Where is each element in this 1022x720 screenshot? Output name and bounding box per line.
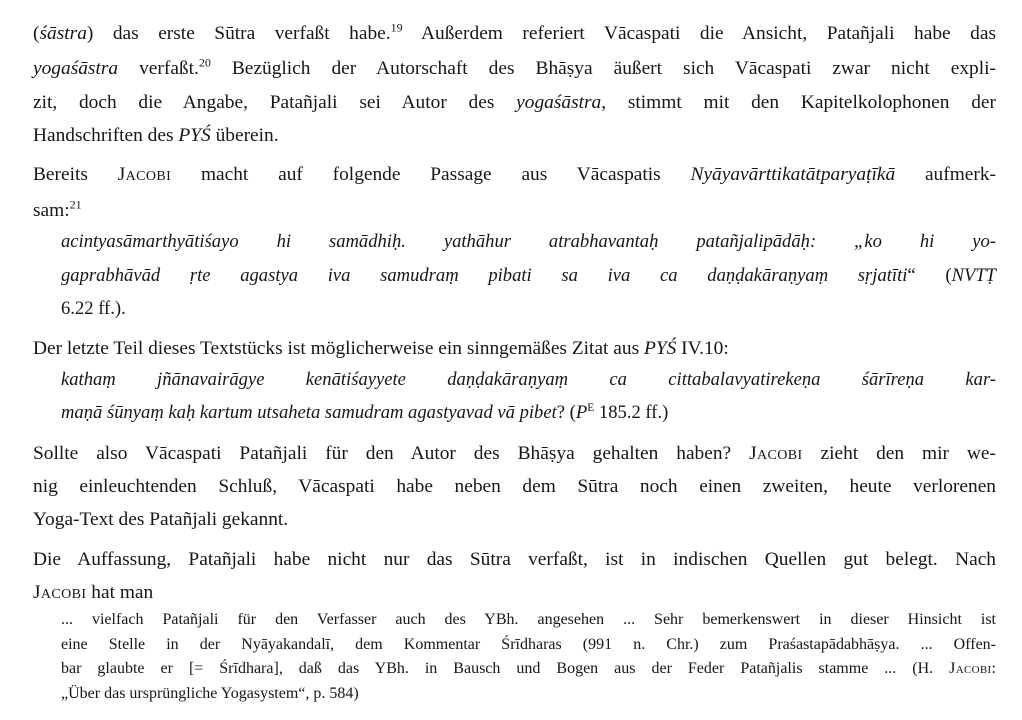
text-run: ... vielfach Patañjali für den Verfasser auch des YBh. angesehen ... Sehr bemerkenswert in dieser Hinsicht ist xyxy=(61,611,996,628)
italic-text: maṇā śūnyaṃ kaḥ kartum utsaheta samudram agastyavad vā pibet xyxy=(61,402,557,423)
text-run: ( xyxy=(33,23,40,44)
author-name: Jacobi xyxy=(117,164,172,185)
italic-text: PYŚ xyxy=(178,125,211,146)
italic-text: NVTṬ xyxy=(951,265,997,286)
footnote-marker: E xyxy=(587,401,595,414)
text-run: überein. xyxy=(210,125,279,146)
text-line xyxy=(61,401,668,425)
text-line xyxy=(61,610,996,630)
text-line xyxy=(33,475,996,499)
text-run: : xyxy=(991,660,996,677)
text-line xyxy=(61,368,996,392)
text-run: zit, doch die Angabe, Patañjali sei Autor des xyxy=(33,92,517,113)
text-run: 185.2 ff.) xyxy=(594,402,669,423)
text-run: hat man xyxy=(86,582,154,603)
text-run: sam: xyxy=(33,200,70,221)
text-line xyxy=(33,91,996,115)
text-run: „Über das ursprüngliche Yogasystem“, p. 584) xyxy=(61,685,359,702)
footnote-marker: 20 xyxy=(198,55,211,70)
text-run: Außerdem referiert Vācaspati die Ansicht, Patañjali habe das xyxy=(402,23,996,44)
text-run: verfaßt. xyxy=(118,58,199,79)
text-line xyxy=(61,264,996,288)
text-run: Der letzte Teil dieses Textstücks ist möglicherweise ein sinngemäßes Zitat aus xyxy=(33,338,644,359)
author-name: Jacobi xyxy=(949,660,992,677)
text-run: “ ( xyxy=(907,265,952,286)
text-run: Bereits xyxy=(33,164,118,185)
italic-text: PYŚ xyxy=(643,338,677,359)
text-run: Yoga-Text des Patañjali gekannt. xyxy=(33,509,289,530)
text-run: Sollte also Vācaspati Patañjali für den Autor des Bhāṣya gehalten haben? xyxy=(33,443,750,464)
text-run: Bezüglich der Autorschaft des Bhāṣya äußert sich Vācaspati zwar nicht expli- xyxy=(210,58,996,79)
text-run: , stimmt mit den Kapitelkolophonen der xyxy=(601,92,996,113)
text-line xyxy=(33,442,996,466)
text-line xyxy=(33,163,996,187)
italic-text: P xyxy=(575,402,588,423)
text-run: bar glaubte er [= Śrīdhara], daß das YBh. in Bausch und Bogen aus der Feder Patañjalis stamme ... (H. xyxy=(61,660,950,677)
author-name: Jacobi xyxy=(33,582,87,603)
text-run: nig einleuchtenden Schluß, Vācaspati habe neben dem Sūtra noch einen zweiten, heute verlorenen xyxy=(33,476,996,497)
italic-text: yogaśāstra xyxy=(33,58,119,79)
text-run: eine Stelle in der Nyāyakandalī, dem Kommentar Śrīdharas (991 n. Chr.) zum Praśastapādabhāṣya. ... Offen- xyxy=(61,636,996,653)
text-run: ? ( xyxy=(556,402,576,423)
text-line xyxy=(61,635,996,655)
footnote-marker: 19 xyxy=(390,20,403,35)
text-run: IV.10: xyxy=(676,338,729,359)
text-line xyxy=(33,581,153,605)
text-line xyxy=(61,684,359,704)
text-line xyxy=(33,22,996,46)
italic-text: gaprabhāvād ṛte agastya iva samudraṃ pibati sa iva ca daṇḍakāraṇyaṃ sṛjatīti xyxy=(61,265,908,286)
text-run: Handschriften des xyxy=(33,125,179,146)
italic-text: acintyasāmarthyātiśayo hi samādhiḥ. yathāhur atrabhavantaḥ patañjalipādāḥ: „ko hi yo- xyxy=(61,231,996,252)
text-line xyxy=(33,57,996,81)
text-line xyxy=(33,337,729,361)
text-line xyxy=(33,508,288,532)
text-run: zieht den mir we- xyxy=(802,443,996,464)
text-line xyxy=(33,199,82,223)
text-run: Die Auffassung, Patañjali habe nicht nur das Sūtra verfaßt, ist in indischen Quellen gut belegt. Nach xyxy=(33,549,996,570)
text-line xyxy=(61,659,996,679)
italic-text: yogaśāstra xyxy=(516,92,602,113)
text-run: macht auf folgende Passage aus Vācaspatis xyxy=(171,164,691,185)
italic-text: Nyāyavārttikatātparyaṭīkā xyxy=(690,164,896,185)
author-name: Jacobi xyxy=(749,443,803,464)
text-line xyxy=(33,548,996,572)
text-line xyxy=(33,124,279,148)
text-line xyxy=(61,297,126,321)
text-run: ) das erste Sūtra verfaßt habe. xyxy=(86,23,391,44)
text-run: aufmerk- xyxy=(895,164,996,185)
text-run: 6.22 ff.). xyxy=(61,298,126,319)
italic-text: kathaṃ jñānavairāgye kenātiśayyete daṇḍakāraṇyaṃ ca cittabalavyatirekeṇa śārīreṇa kar- xyxy=(61,369,996,390)
text-line xyxy=(61,230,996,254)
italic-text: śāstra xyxy=(39,23,87,44)
footnote-marker: 21 xyxy=(69,197,82,212)
